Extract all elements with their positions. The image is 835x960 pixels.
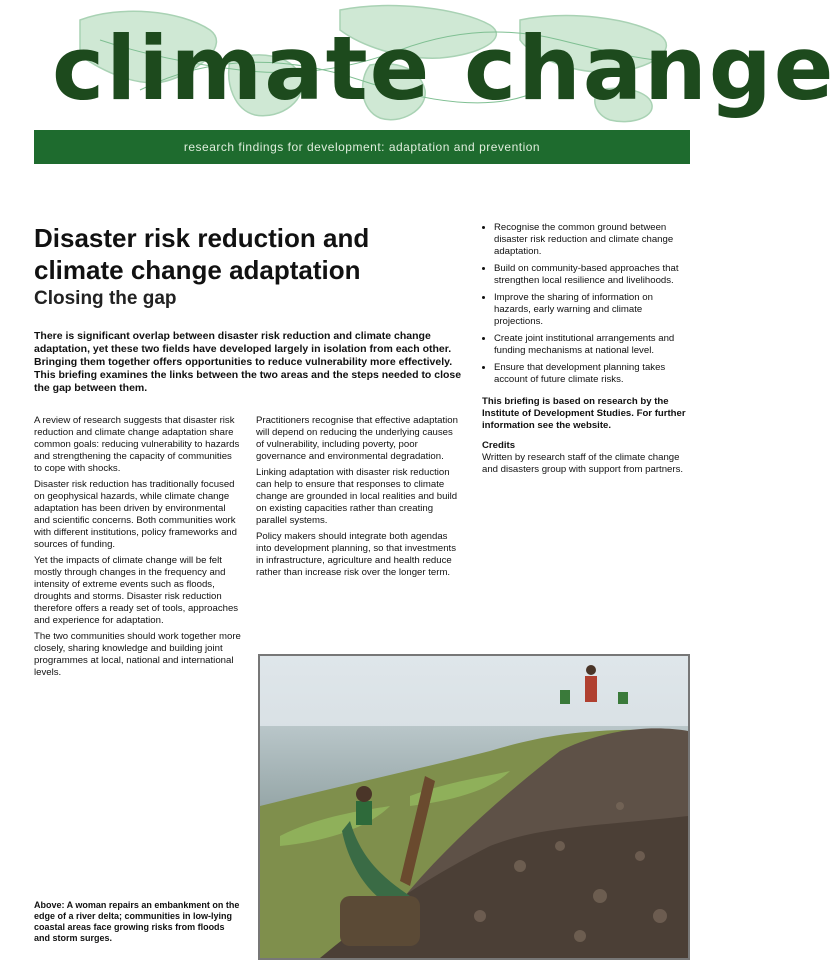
masthead (0, 0, 835, 170)
masthead-title: climate change (52, 17, 835, 120)
list-item: • Build on community-based approaches that strengthen local resilience and livelihoods. (494, 263, 692, 287)
photo-caption: Above: A woman repairs an embankment on the edge of a river delta; communities in low-lying coastal areas face growing risks from floods and storm surges. (34, 900, 240, 943)
list-item: • Create joint institutional arrangements and funding mechanisms at national level. (494, 333, 692, 357)
paragraph: Linking adaptation with disaster risk reduction can help to ensure that responses to climate change are grounded in local realities and build on existing capacities rather than creating parallel systems. (256, 467, 458, 526)
credits (482, 440, 692, 476)
paragraph: Practitioners recognise that effective adaptation will depend on reducing the underlying causes of vulnerability, including poverty, poor governance and environmental degradation. (256, 415, 458, 462)
paragraph: Disaster risk reduction has traditionally focused on geophysical hazards, while climate change adaptation has been driven by environmental and scientific concerns. Both communities work with different institutions, policy frameworks and sources of funding. (34, 479, 237, 550)
body-column-1 (34, 415, 242, 835)
credits-label: Credits (482, 440, 516, 451)
sidebar-column (482, 222, 692, 647)
photo-illustration (260, 656, 688, 958)
list-item: • Improve the sharing of information on hazards, early warning and climate projections. (494, 292, 692, 328)
paragraph: Yet the impacts of climate change will be felt mostly through changes in the frequency and intensity of extreme events such as floods, droughts and storms. Disaster risk reduction therefore offers a ready set of tools, approaches and experience for adaptation. (34, 555, 239, 626)
article-subhead: Closing the gap (34, 288, 177, 309)
key-points-list (482, 222, 692, 386)
article-photo (258, 654, 690, 960)
paragraph: A review of research suggests that disaster risk reduction and climate change adaptation share common goals: reducing vulnerability to hazards and strengthening the capacity of communities to cope with shocks. (34, 415, 240, 474)
further-info: This briefing is based on research by the Institute of Development Studies. For further information see the website. (482, 396, 686, 431)
body-column-2 (256, 415, 462, 645)
paragraph: The two communities should work together more closely, sharing knowledge and building joint programmes at local, national and international levels. (34, 631, 241, 678)
list-item: • Recognise the common ground between disaster risk reduction and climate change adaptation. (494, 222, 692, 258)
article-headline: Disaster risk reduction and climate change adaptation (34, 223, 370, 285)
paragraph: Policy makers should integrate both agendas into development planning, so that investments in infrastructure, agriculture and health reduce rather than increase risk over the longer term. (256, 531, 456, 578)
masthead-subtitle: research findings for development: adaptation and prevention (34, 130, 690, 164)
list-item: • Ensure that development planning takes account of future climate risks. (494, 362, 692, 386)
credits-text: Written by research staff of the climate change and disasters group with support from partners. (482, 452, 684, 475)
article-intro: There is significant overlap between disaster risk reduction and climate change adaptation, yet these two fields have developed largely in isolation from each other. Bringing them together offers opportunities to reduce vulnerability more effectively. This briefing examines the links between the two areas and the steps needed to close the gap between them. (34, 330, 462, 394)
